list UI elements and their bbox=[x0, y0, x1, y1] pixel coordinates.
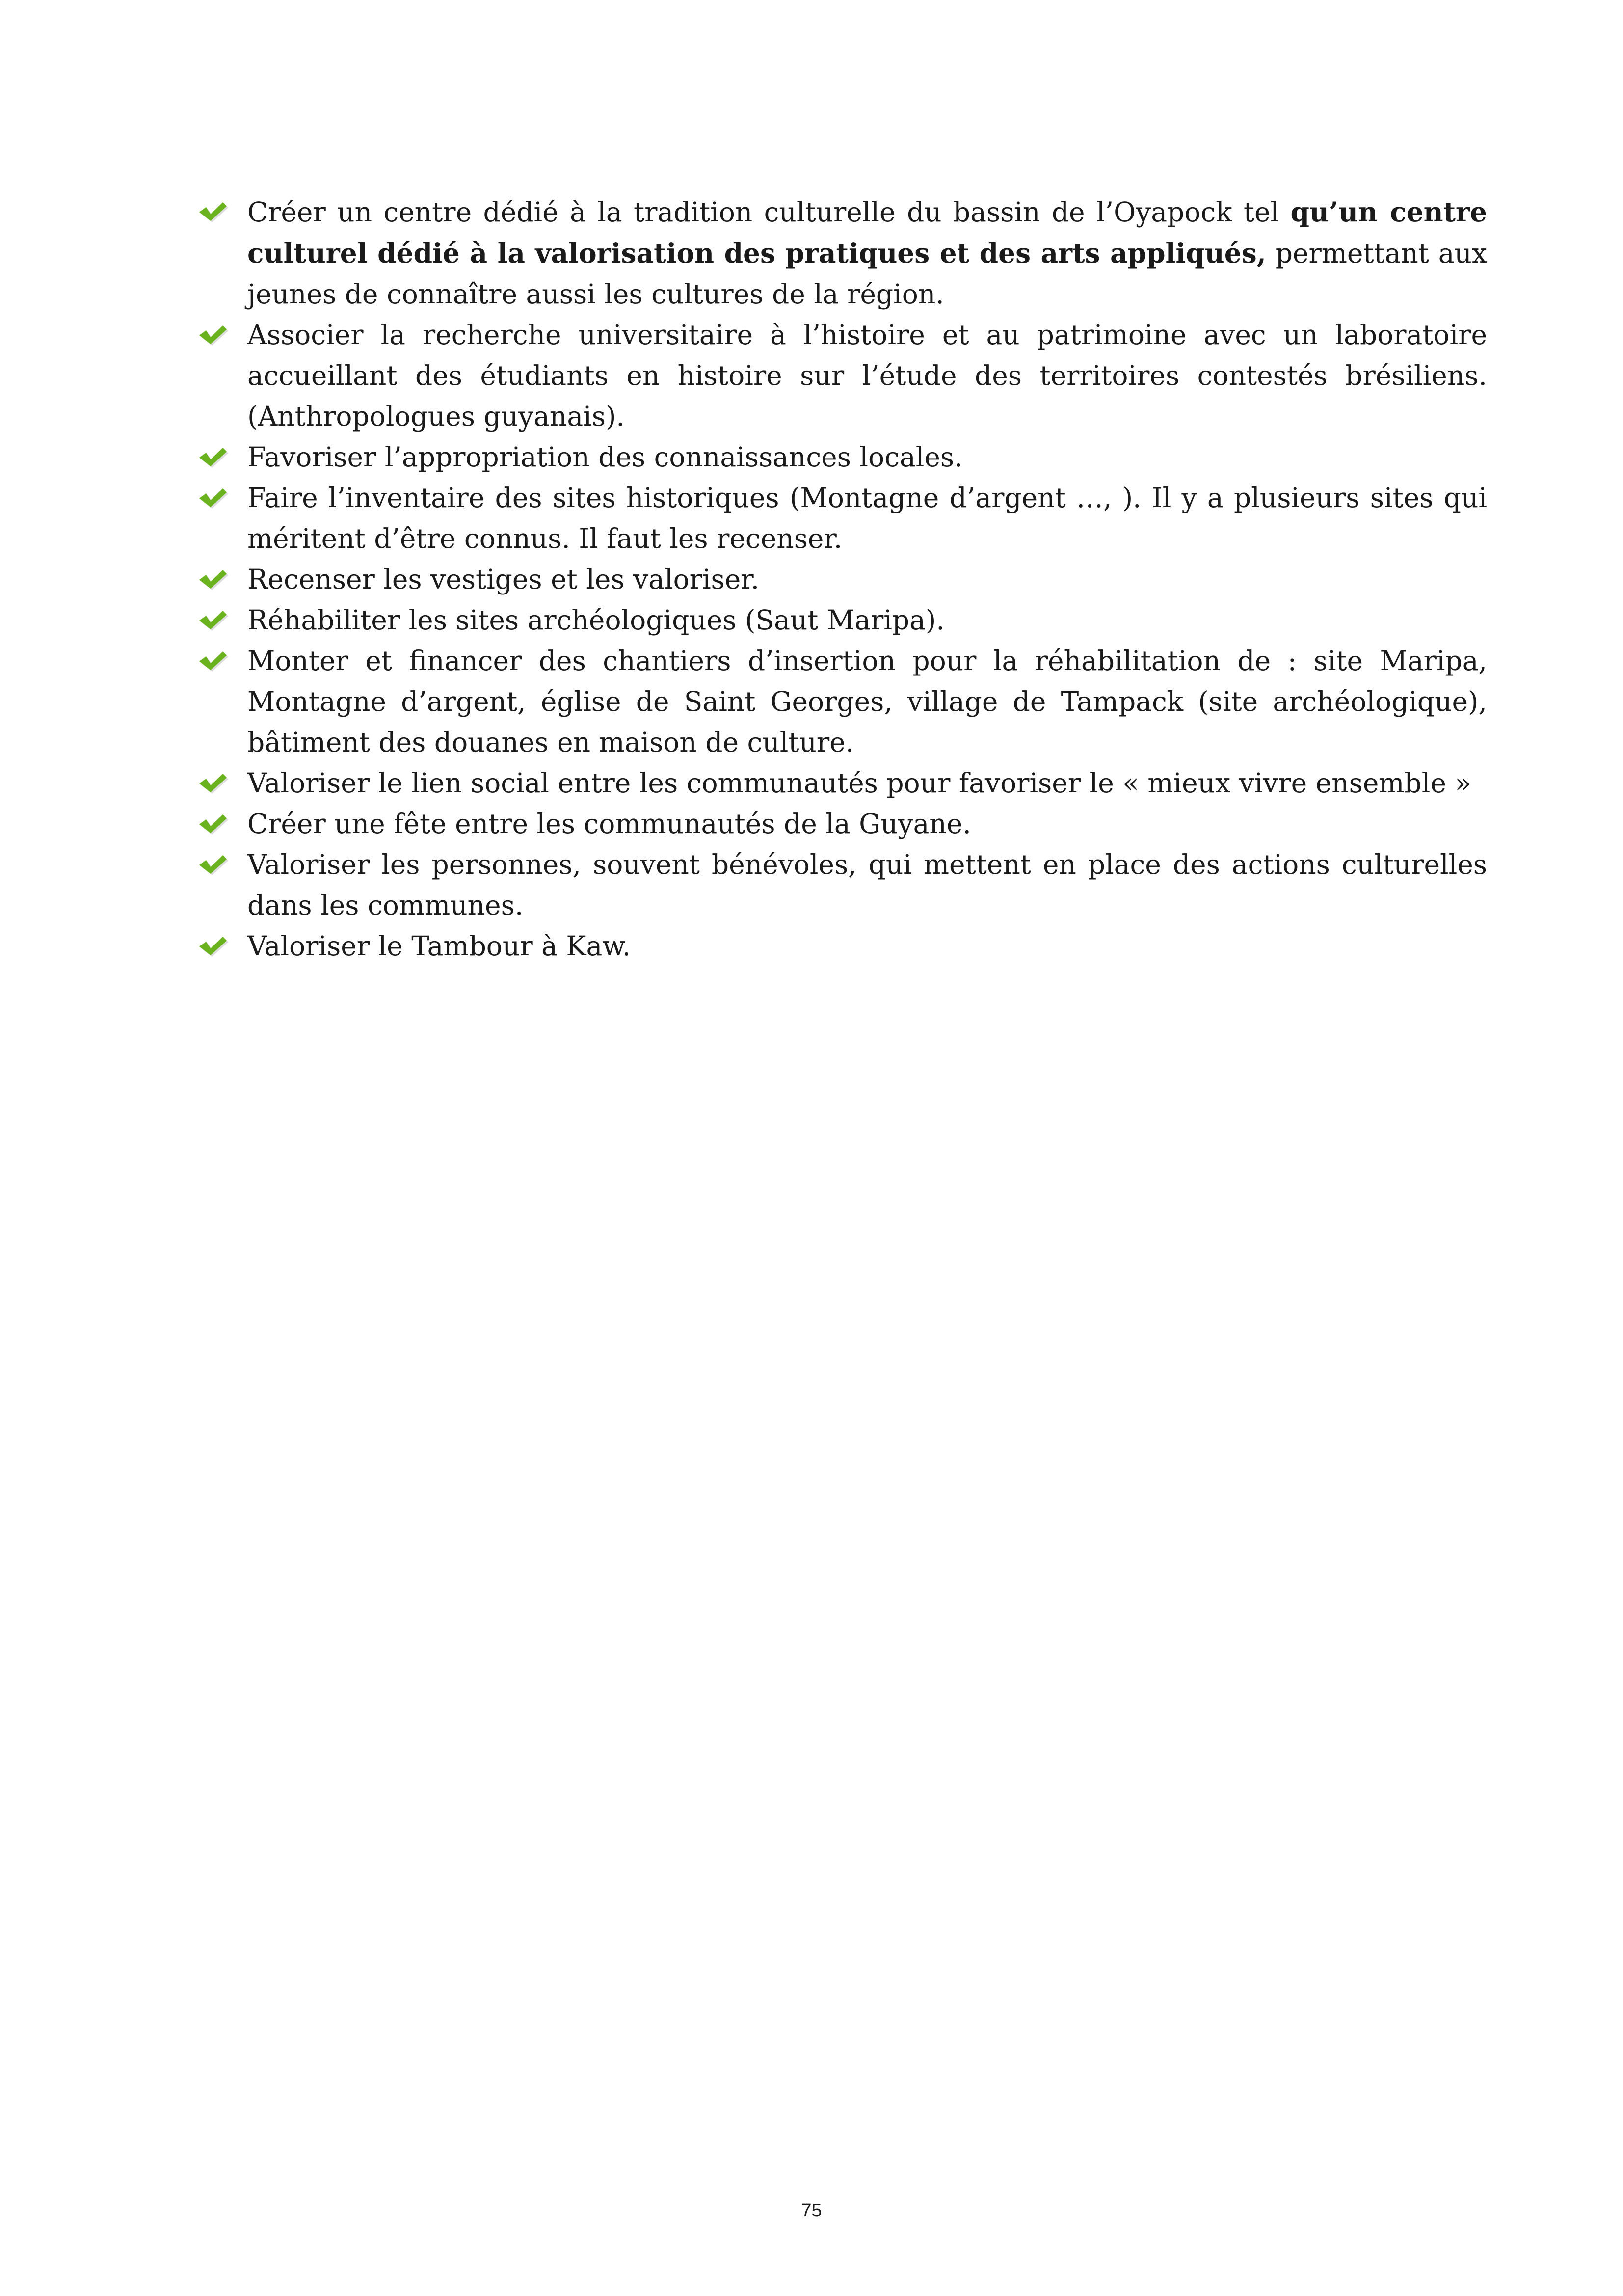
list-item bbox=[196, 600, 1487, 641]
list-item-text: Recenser les vestiges et les valoriser. bbox=[247, 564, 760, 595]
checkmark-icon bbox=[196, 324, 229, 346]
list-item-text: Réhabiliter les sites archéologiques (Saut Maripa). bbox=[247, 604, 945, 636]
checkmark-icon bbox=[196, 609, 229, 631]
list-item-emphasis: qu’un centre culturel dédié à la valorisation des pratiques et des arts appliqués, bbox=[247, 196, 1488, 269]
list-item-text: Créer un centre dédié à la tradition culturelle du bassin de l’Oyapock tel bbox=[247, 196, 1291, 228]
list-item bbox=[196, 191, 1487, 315]
list-item bbox=[196, 478, 1487, 559]
list-item bbox=[196, 804, 1487, 844]
checkmark-icon bbox=[196, 200, 229, 223]
checkmark-icon bbox=[196, 935, 229, 957]
checkmark-icon bbox=[196, 853, 229, 876]
list-item bbox=[196, 559, 1487, 600]
list-item-text: Faire l’inventaire des sites historiques (Montagne d’argent …, ). Il y a plusieurs sites qui méritent d’être connus. Il faut les recenser. bbox=[247, 482, 1487, 554]
checkmark-icon bbox=[196, 812, 229, 835]
checkmark-icon bbox=[196, 649, 229, 672]
checkmark-icon bbox=[196, 446, 229, 468]
list-item-text: Créer une fête entre les communautés de la Guyane. bbox=[247, 808, 971, 839]
list-item-text: Monter et financer des chantiers d’insertion pour la réhabilitation de : site Maripa, Montagne d’argent, église de Saint Georges, village de Tampack (site archéologique), bâtiment des douanes en maison de culture. bbox=[247, 645, 1487, 758]
list-item bbox=[196, 844, 1487, 926]
list-item-text: Favoriser l’appropriation des connaissances locales. bbox=[247, 441, 963, 473]
list-item bbox=[196, 315, 1487, 437]
list-item bbox=[196, 641, 1487, 763]
checkmark-icon bbox=[196, 568, 229, 591]
checklist bbox=[196, 191, 1487, 967]
list-item-text: Valoriser les personnes, souvent bénévoles, qui mettent en place des actions culturelles dans les communes. bbox=[247, 849, 1487, 921]
checkmark-icon bbox=[196, 772, 229, 794]
list-item-text: Associer la recherche universitaire à l’histoire et au patrimoine avec un laboratoire accueillant des étudiants en histoire sur l’étude des territoires contestés brésiliens. (Anthropologues guyanais). bbox=[247, 319, 1487, 432]
page-number: 75 bbox=[801, 2200, 822, 2221]
checkmark-icon bbox=[196, 486, 229, 509]
list-item bbox=[196, 926, 1487, 967]
list-item-text: Valoriser le lien social entre les communautés pour favoriser le « mieux vivre ensemble » bbox=[247, 767, 1472, 799]
list-item-text: permettant aux jeunes de connaître aussi les cultures de la région. bbox=[247, 238, 1488, 310]
list-item-text: Valoriser le Tambour à Kaw. bbox=[247, 930, 631, 962]
list-item bbox=[196, 763, 1487, 804]
list-item bbox=[196, 437, 1487, 478]
